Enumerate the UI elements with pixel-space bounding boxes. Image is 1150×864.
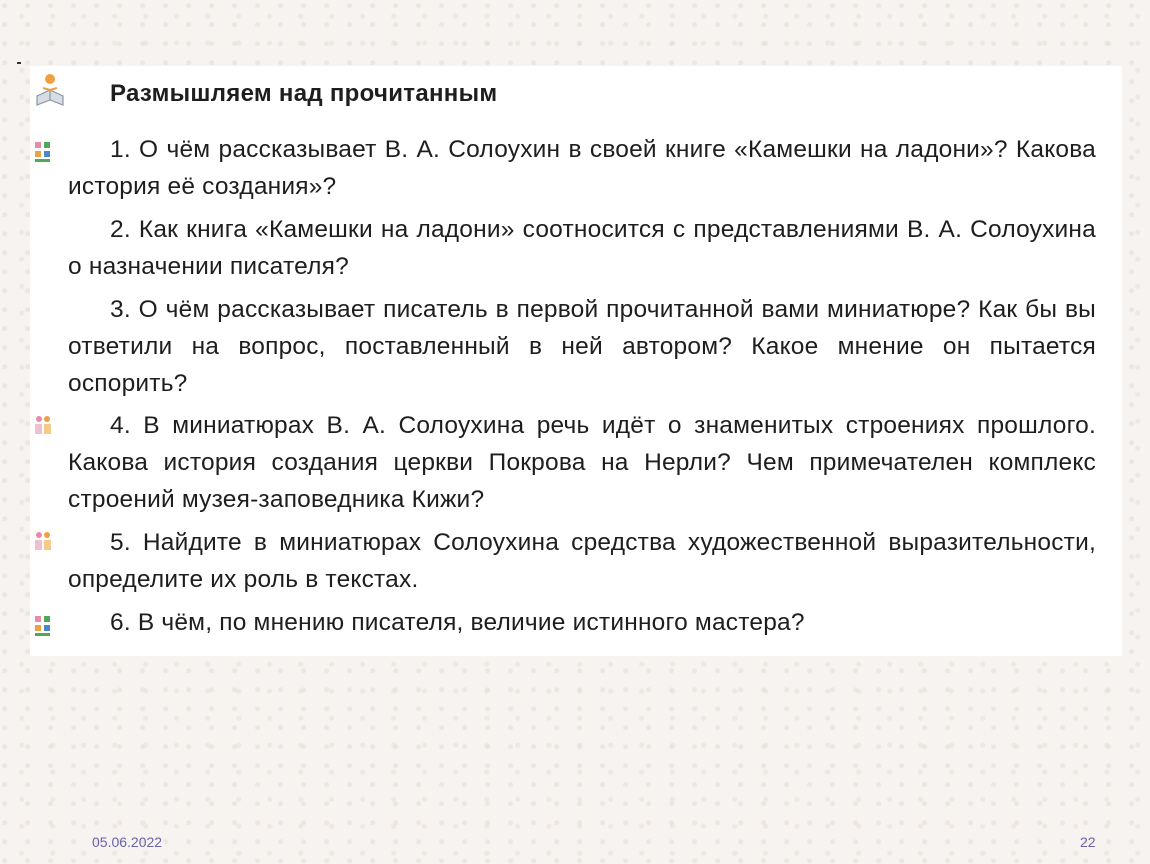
- question-6: 6. В чём, по мнению писателя, величие истинного мастера?: [110, 609, 805, 636]
- question-2: 2. Как книга «Камешки на ладони» соотносится с представлениями В. А. Солоухина о назначении писателя?: [68, 216, 1096, 280]
- question-5: 5. Найдите в миниатюрах Солоухина средства художественной выразительности, определите их роль в текстах.: [68, 529, 1096, 593]
- slide-date: 05.06.2022: [92, 834, 163, 850]
- pair-work-icon: [33, 530, 53, 554]
- pair-work-icon: [33, 414, 53, 438]
- group-work-icon: [33, 140, 53, 164]
- slide-number: 22: [1080, 834, 1096, 850]
- question-4: 4. В миниатюрах В. А. Солоухина речь идёт о знаменитых строениях прошлого. Какова история создания церкви Покрова на Нерли? Чем примечателен комплекс строений музея-заповедника Кижи?: [68, 412, 1096, 513]
- group-work-icon: [33, 614, 53, 638]
- question-3: 3. О чём рассказывает писатель в первой прочитанной вами миниатюре? Как бы вы ответили на вопрос, поставленный в ней автором? Какое мнение он пытается оспорить?: [68, 296, 1096, 397]
- reading-book-icon: [34, 72, 66, 108]
- slide-mark: [17, 62, 21, 64]
- section-heading: Размышляем над прочитанным: [110, 80, 498, 107]
- question-1: 1. О чём рассказывает В. А. Солоухин в своей книге «Камешки на ладони»? Какова история её создания»?: [68, 136, 1096, 200]
